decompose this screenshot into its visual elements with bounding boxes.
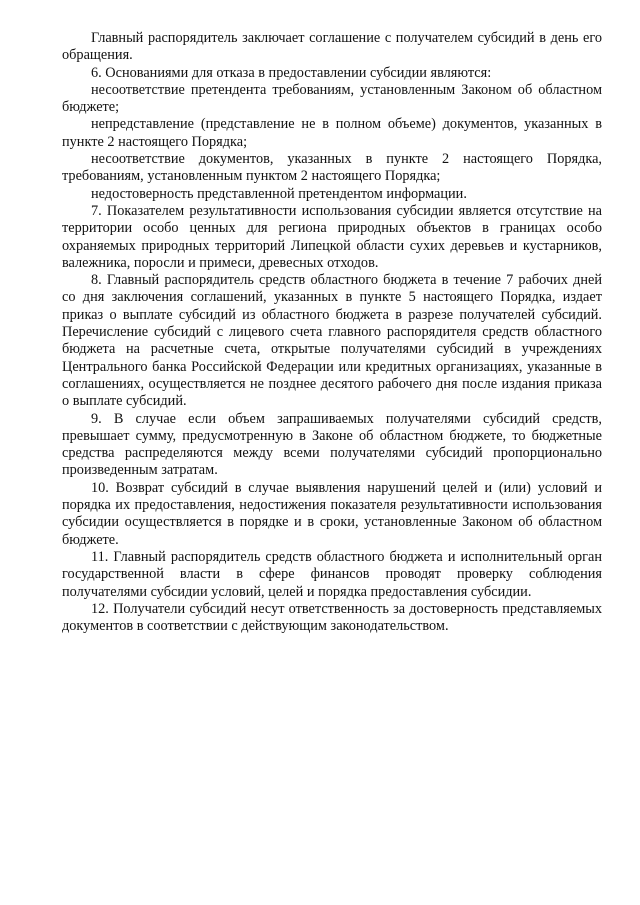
paragraph-audit: 11. Главный распорядитель средств областного бюджета и исполнительный орган государственной власти в сфере финансов проводят проверку соблюдения получателями субсидии условий, целей и порядка предоставления субсидии. — [62, 548, 602, 600]
paragraph-performance-indicator: 7. Показателем результативности использования субсидии является отсутствие на территории особо ценных для региона природных объектов в границах особо охраняемых природных территорий Липецкой области сухих деревьев и кустарников, валежника, поросли и примеси, древесных отходов. — [62, 202, 602, 271]
paragraph-responsibility: 12. Получатели субсидий несут ответственность за достоверность представляемых документов в соответствии с действующим законодательством. — [62, 600, 602, 635]
paragraph-refund: 10. Возврат субсидий в случае выявления нарушений целей и (или) условий и порядка их предоставления, недостижения показателя результативности использования субсидии осуществляется в порядке и в сроки, установленные Законом об областном бюджете. — [62, 479, 602, 548]
list-item-false-information: недостоверность представленной претендентом информации. — [91, 185, 467, 202]
list-item-nonsubmission: непредставление (представление не в полном объеме) документов, указанных в пункте 2 настоящего Порядка; — [62, 116, 602, 150]
paragraph-payment-order: 8. Главный распорядитель средств областного бюджета в течение 7 рабочих дней со дня заключения соглашений, указанных в пункте 5 настоящего Порядка, издает приказ о выплате субсидий из областного бюджета в разрезе получателей субсидий. Перечисление субсидий с лицевого счета главного распорядителя средств областного бюджета на расчетные счета, открытые получателями субсидий в учреждениях Центрального банка Российской Федерации или кредитных организациях, указанные в соглашениях, осуществляется не позднее десятого рабочего дня после издания приказа о выплате субсидий. — [62, 272, 602, 410]
list-item-noncompliance: несоответствие претендента требованиям, установленным Законом об областном бюджете; — [62, 81, 602, 116]
paragraph-refusal-grounds: 6. Основаниями для отказа в предоставлении субсидии являются: — [91, 64, 492, 81]
list-item-documents-mismatch: несоответствие документов, указанных в пункте 2 настоящего Порядка, требованиям, установленным пунктом 2 настоящего Порядка; — [62, 151, 602, 185]
document-page — [62, 30, 602, 635]
paragraph-agreement: Главный распорядитель заключает соглашение с получателем субсидий в день его обращения. — [62, 30, 602, 64]
paragraph-proportional-distribution: 9. В случае если объем запрашиваемых получателями субсидий средств, превышает сумму, предусмотренную в Законе об областном бюджете, то бюджетные средства распределяются между всеми получателями субсидий пропорционально произведенным затратам. — [62, 410, 602, 479]
